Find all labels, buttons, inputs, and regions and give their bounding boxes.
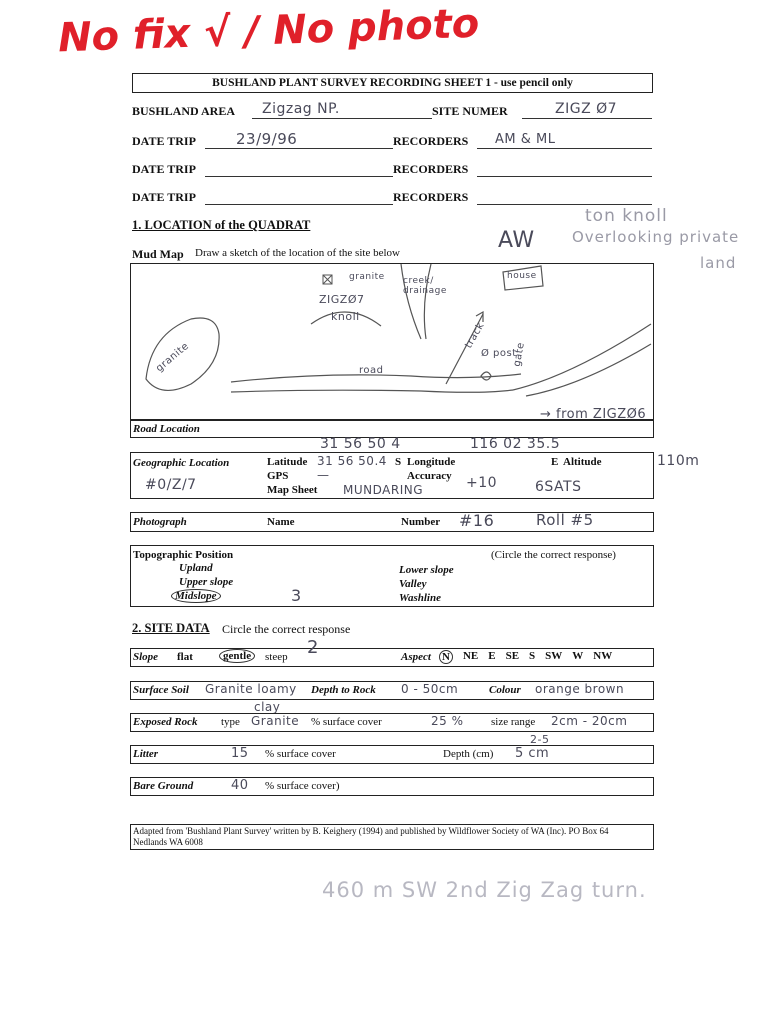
litter-value[interactable]: 15	[231, 746, 249, 761]
colour-value[interactable]: orange brown	[535, 682, 625, 696]
litter-depth-label: Depth (cm)	[443, 748, 494, 760]
bottom-note: 460 m SW 2nd Zig Zag turn.	[322, 878, 647, 902]
size-value[interactable]: 2cm - 20cm	[551, 714, 628, 728]
litter-cover-label: % surface cover	[265, 748, 336, 760]
sketch-knoll: knoll	[331, 310, 360, 323]
bare-cover-label: % surface cover)	[265, 780, 340, 792]
sketch-zig-label: ZIGZØ7	[319, 293, 365, 306]
date-trip-label-2: DATE TRIP	[132, 162, 196, 176]
topo-upper-slope[interactable]: Upper slope	[179, 576, 234, 588]
slope-mark: 2	[307, 637, 319, 658]
side-note-1: ton knoll	[585, 206, 668, 226]
area-label: BUSHLAND AREA	[132, 104, 236, 118]
bare-label: Bare Ground	[133, 780, 194, 792]
photo-roll-value[interactable]: Roll #5	[536, 511, 594, 529]
colour-label: Colour	[489, 684, 521, 696]
soil-value[interactable]: Granite loamy	[205, 682, 297, 696]
geo-label: Geographic Location	[133, 457, 230, 469]
sketch-gate: gate	[511, 341, 527, 368]
footer-line-1: Adapted from 'Bushland Plant Survey' written by B. Keighery (1994) and published by Wildflower Society of WA (Inc). PO Box 64	[133, 826, 609, 836]
mud-map-box[interactable]	[130, 263, 654, 420]
photo-label: Photograph	[133, 516, 187, 528]
rock-box	[130, 713, 654, 732]
bare-ground-box	[130, 777, 654, 796]
aspect-n[interactable]: N	[439, 650, 453, 664]
accuracy-value[interactable]: +10	[466, 475, 498, 491]
location-heading: 1. LOCATION of the QUADRAT	[132, 218, 311, 232]
latitude-above: 31 56 50 4	[320, 436, 401, 452]
rock-type-label: type	[221, 716, 240, 728]
sketch-granite-left: granite	[154, 340, 192, 375]
sats-value: 6SATS	[535, 479, 582, 495]
litter-box	[130, 745, 654, 764]
litter-depth-value[interactable]: 5 cm	[515, 746, 550, 761]
latitude-value[interactable]: 31 56 50.4	[317, 454, 387, 468]
soil-label: Surface Soil	[133, 684, 189, 696]
photo-name-label: Name	[267, 516, 295, 528]
sketch-road: road	[359, 365, 384, 376]
altitude-value[interactable]: 110m	[657, 453, 700, 469]
aspect-s[interactable]: S	[529, 650, 536, 662]
photo-number-value[interactable]: #16	[459, 511, 495, 530]
topo-washline[interactable]: Washline	[399, 592, 441, 604]
aspect-ne[interactable]: NE	[462, 650, 479, 662]
mud-map-sketch	[131, 264, 653, 419]
mudmap-label: Mud Map	[132, 247, 184, 261]
rock-label: Exposed Rock	[133, 716, 198, 728]
sketch-creek: creek/ drainage	[403, 276, 447, 296]
recorders-label-1: RECORDERS	[393, 134, 469, 148]
road-location-label: Road Location	[133, 423, 200, 435]
litter-label: Litter	[133, 748, 159, 760]
mapsheet-label: Map Sheet	[267, 484, 318, 496]
aspect-se[interactable]: SE	[505, 650, 520, 662]
bare-value[interactable]: 40	[231, 778, 249, 793]
aspect-w[interactable]: W	[572, 650, 584, 662]
slope-label: Slope	[133, 651, 159, 663]
topo-upland[interactable]: Upland	[179, 562, 213, 574]
date-trip-value-1[interactable]: 23/9/96	[236, 130, 298, 148]
topographic-box	[130, 545, 654, 607]
gps-label: GPS	[267, 470, 289, 482]
slope-box	[130, 637, 654, 667]
aspect-nw[interactable]: NW	[593, 650, 613, 662]
rock-cover-value[interactable]: 25 %	[431, 714, 464, 728]
header-box	[132, 73, 653, 93]
slope-steep[interactable]: steep	[265, 651, 288, 663]
geo-scribble: #0/Z/7	[145, 477, 197, 493]
side-note-2: Overlooking private	[572, 228, 740, 246]
side-note-3: land	[700, 254, 737, 272]
date-trip-label-1: DATE TRIP	[132, 134, 196, 148]
recorders-label-3: RECORDERS	[393, 190, 469, 204]
sheet-title: BUSHLAND PLANT SURVEY RECORDING SHEET 1 - use pencil only	[212, 77, 573, 89]
depth-value[interactable]: 0 - 50cm	[401, 682, 459, 696]
topo-valley[interactable]: Valley	[399, 578, 427, 590]
photo-number-label: Number	[401, 516, 441, 528]
longitude-label: Longitude	[407, 456, 456, 468]
from-note: → from ZIGZØ6	[540, 407, 647, 422]
aspect-options	[439, 650, 612, 664]
sketch-house: house	[507, 271, 537, 281]
rock-type-value[interactable]: Granite	[251, 714, 300, 728]
aspect-e[interactable]: E	[488, 650, 496, 662]
aspect-sw[interactable]: SW	[545, 650, 563, 662]
rock-cover-label: % surface cover	[311, 716, 382, 728]
red-annotation: No fix √ / No photo	[57, 0, 480, 62]
site-data-instruction: Circle the correct response	[222, 622, 351, 636]
sketch-granite-top: granite	[349, 272, 385, 282]
aw-mark: AW	[498, 228, 535, 253]
date-trip-label-3: DATE TRIP	[132, 190, 196, 204]
photograph-box	[130, 512, 654, 532]
sketch-post: Ø post	[481, 348, 517, 359]
altitude-label: Altitude	[563, 456, 602, 468]
latitude-label: Latitude	[267, 456, 308, 468]
slope-gentle[interactable]: gentle	[219, 649, 255, 663]
soil-box	[130, 681, 654, 700]
size-label: size range	[491, 716, 536, 728]
mapsheet-value[interactable]: MUNDARING	[343, 483, 424, 497]
litter-depth-above: 2-5	[530, 733, 550, 746]
mudmap-instruction: Draw a sketch of the location of the site below	[195, 247, 400, 259]
site-data-heading: 2. SITE DATA	[132, 621, 210, 635]
slope-flat[interactable]: flat	[177, 651, 193, 663]
topo-midslope[interactable]: Midslope	[171, 589, 221, 603]
topo-lower-slope[interactable]: Lower slope	[399, 564, 454, 576]
topo-note: (Circle the correct response)	[491, 549, 616, 561]
topo-label: Topographic Position	[133, 549, 234, 561]
geographic-box	[130, 452, 654, 499]
recorders-value-1[interactable]: AM & ML	[495, 132, 556, 147]
footer-box	[130, 824, 654, 850]
accuracy-label: Accuracy	[407, 470, 452, 482]
site-value[interactable]: ZIGZ Ø7	[555, 101, 618, 117]
site-label: SITE NUMER	[432, 104, 508, 118]
s-label: S	[395, 456, 402, 468]
aspect-label: Aspect	[401, 651, 431, 663]
gps-value[interactable]: —	[317, 468, 330, 482]
footer-line-2: Nedlands WA 6008	[133, 837, 203, 847]
depth-label: Depth to Rock	[311, 684, 376, 696]
longitude-value[interactable]: 116 02 35.5	[470, 436, 561, 452]
topo-mark: 3	[291, 586, 302, 605]
e-label: E	[551, 456, 559, 468]
soil-value-2: clay	[254, 700, 281, 714]
sketch-track: track	[463, 320, 487, 351]
area-value[interactable]: Zigzag NP.	[262, 101, 340, 117]
recorders-label-2: RECORDERS	[393, 162, 469, 176]
